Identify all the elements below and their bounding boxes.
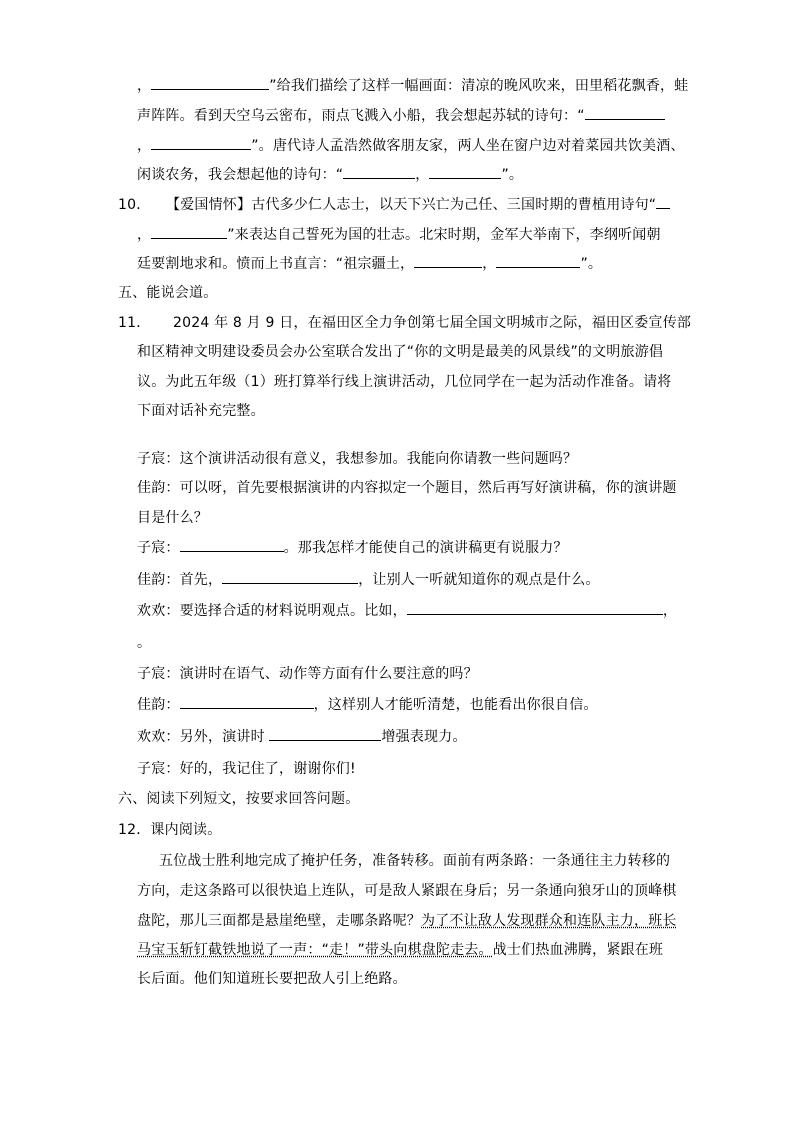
q9-text: ，	[137, 78, 152, 94]
dialogue-line	[137, 728, 467, 746]
underlined-sentence: 为了不让敌人发现群众和连队主力，班长	[421, 913, 677, 929]
q12-heading	[118, 821, 221, 839]
answer-blank[interactable]	[222, 571, 358, 584]
answer-blank[interactable]	[151, 226, 227, 239]
dialogue-line	[137, 696, 598, 714]
answer-blank[interactable]	[269, 728, 381, 741]
section-6-heading: 六、阅读下列短文，按要求回答问题。	[118, 791, 360, 807]
q9-text: ”给我们描绘了这样一幅画面：清凉的晚风吹来，田里稻花飘香，蛙	[269, 78, 689, 94]
answer-blank[interactable]	[414, 255, 482, 268]
q9-text: ，	[415, 167, 430, 183]
q10-line-3	[137, 255, 602, 273]
q9-line-3	[137, 137, 685, 155]
answer-blank[interactable]	[180, 539, 284, 552]
speaker-label: 欢欢：要选择合适的材料说明观点。比如，	[137, 603, 407, 619]
dialogue-text: 增强表现力。	[381, 729, 467, 745]
dialogue-text: ，让别人一听就知道你的观点是什么。	[358, 572, 600, 588]
answer-blank[interactable]	[343, 166, 415, 179]
dialogue-line: 佳韵：可以呀，首先要根据演讲的内容拟定一个题目，然后再写好演讲稿，你的演讲题	[137, 480, 677, 496]
q11-line-3: 议。为此五年级（1）班打算举行线上演讲活动，几位同学在一起为活动作准备。请将	[137, 374, 672, 390]
q11-line-1	[118, 314, 691, 332]
passage-line	[137, 941, 663, 959]
q12-title: 课内阅读。	[150, 822, 222, 838]
passage-text: 盘陀，那儿三面都是悬崖绝壁，走哪条路呢？	[137, 913, 421, 929]
dialogue-line	[137, 539, 568, 557]
dialogue-line	[137, 602, 677, 620]
q9-text: ”。唐代诗人孟浩然做客朋友家，两人坐在窗户边对着菜园共饮美酒、	[251, 138, 685, 154]
dialogue-line: 目是什么？	[137, 510, 208, 526]
q10-text: ，	[137, 227, 152, 243]
q9-line-2	[137, 107, 665, 125]
dialogue-line: 。	[137, 635, 152, 651]
q9-text: ”。	[501, 167, 524, 183]
q9-text: ，	[137, 138, 152, 154]
answer-blank[interactable]	[151, 77, 269, 90]
answer-blank[interactable]	[429, 166, 501, 179]
q11-text: 2024 年 8 月 9 日，在福田区全力争创第七届全国文明城市之际，福田区委宣传部	[173, 315, 692, 331]
answer-blank[interactable]	[180, 696, 314, 709]
answer-blank[interactable]	[656, 196, 670, 209]
dialogue-line: 子宸：好的，我记住了，谢谢你们!	[137, 761, 356, 777]
q10-text: ”来表达自己誓死为国的壮志。北宋时期，金军大举南下，李纲听闻朝	[227, 227, 661, 243]
q9-line-1	[137, 77, 688, 95]
dialogue-text: ，	[662, 603, 678, 619]
passage-line: 方向，走这条路可以很快追上连队，可是敌人紧跟在身后；另一条通向狼牙山的顶峰棋	[137, 883, 677, 899]
passage-line: 长后面。他们知道班长要把敌人引上绝路。	[137, 971, 407, 987]
speaker-label: 佳韵：	[137, 697, 180, 713]
q10-text: 廷要割地求和。愤而上书直言：“祖宗疆土，	[137, 256, 415, 272]
q10-text: ”。	[580, 256, 603, 272]
dialogue-text: ，这样别人才能听清楚，也能看出你很自信。	[313, 697, 598, 713]
dialogue-line	[137, 571, 600, 589]
q11-line-4: 下面对话补充完整。	[137, 403, 265, 419]
dialogue-text: 。那我怎样才能使自己的演讲稿更有说服力？	[283, 540, 568, 556]
question-number: 12．	[118, 822, 151, 838]
question-number: 11．	[118, 315, 151, 331]
speaker-label: 欢欢：另外，演讲时	[137, 729, 270, 745]
q10-line-1	[118, 196, 670, 214]
q9-text: 闲谈农务，我会想起他的诗句：“	[137, 167, 344, 183]
dialogue-line: 子宸：这个演讲活动很有意义，我想参加。我能向你请教一些问题吗？	[137, 451, 578, 467]
answer-blank[interactable]	[585, 107, 665, 120]
q10-text: 【爱国情怀】古代多少仁人志士，以天下兴亡为己任、三国时期的曹植用诗句“	[166, 197, 657, 213]
speaker-label: 子宸：	[137, 540, 180, 556]
q11-line-2: 和区精神文明建设委员会办公室联合发出了“你的文明是最美的风景线”的文明旅游倡	[137, 344, 664, 360]
q10-line-2	[137, 226, 661, 244]
q9-text: 声阵阵。看到天空乌云密布，雨点飞溅入小船，我会想起苏轼的诗句：“	[137, 108, 585, 124]
q10-text: ，	[482, 256, 497, 272]
passage-text: 战士们热血沸腾，紧跟在班	[492, 942, 664, 958]
answer-blank[interactable]	[407, 602, 663, 615]
speaker-label: 佳韵：首先，	[137, 572, 223, 588]
dialogue-line: 子宸：演讲时在语气、动作等方面有什么要注意的吗？	[137, 666, 478, 682]
question-number: 10．	[118, 197, 151, 213]
passage-line: 五位战士胜利地完成了掩护任务，准备转移。面前有两条路：一条通往主力转移的	[159, 853, 671, 869]
section-5-heading: 五、能说会道。	[118, 285, 218, 301]
answer-blank[interactable]	[151, 137, 251, 150]
q9-line-4	[137, 166, 523, 184]
passage-line	[137, 912, 677, 930]
underlined-sentence: 马宝玉斩钉截铁地说了一声：“走！”带头向棋盘陀走去。	[137, 942, 493, 958]
answer-blank[interactable]	[496, 255, 580, 268]
